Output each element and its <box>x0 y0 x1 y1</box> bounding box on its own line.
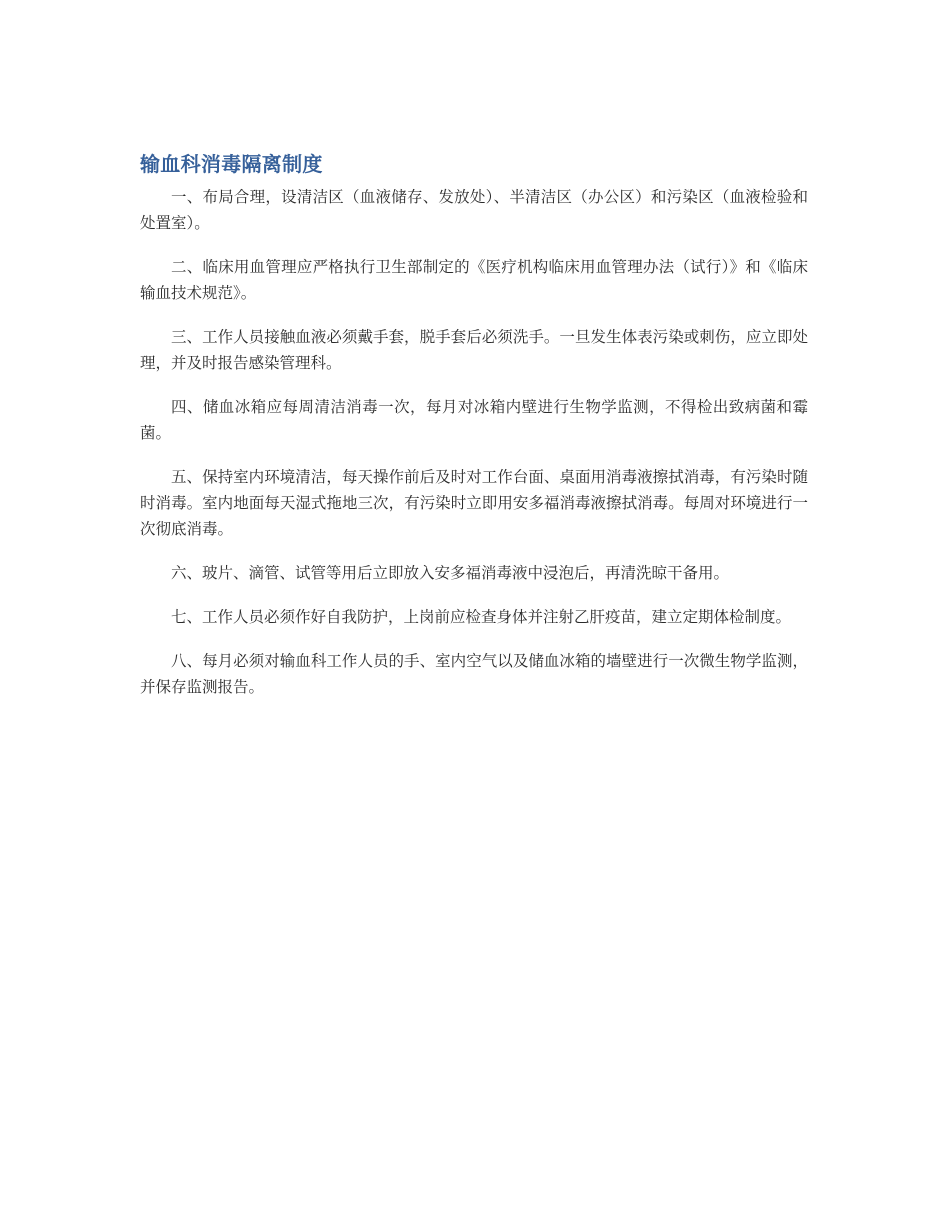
paragraph-3: 三、工作人员接触血液必须戴手套，脱手套后必须洗手。一旦发生体表污染或刺伤，应立即处理，并及时报告感染管理科。 <box>140 328 808 372</box>
paragraph-4: 四、储血冰箱应每周清洁消毒一次，每月对冰箱内壁进行生物学监测，不得检出致病菌和霉菌。 <box>140 398 808 442</box>
document-title: 输血科消毒隔离制度 <box>140 152 323 176</box>
paragraph-5: 五、保持室内环境清洁，每天操作前后及时对工作台面、桌面用消毒液擦拭消毒，有污染时随时消毒。室内地面每天湿式拖地三次，有污染时立即用安多福消毒液擦拭消毒。每周对环境进行一次彻底消毒。 <box>140 468 808 538</box>
paragraph-7: 七、工作人员必须作好自我防护，上岗前应检查身体并注射乙肝疫苗，建立定期体检制度。 <box>171 608 792 626</box>
document-body <box>140 184 808 700</box>
paragraph-1: 一、布局合理，设清洁区（血液储存、发放处）、半清洁区（办公区）和污染区（血液检验和处置室）。 <box>140 188 808 232</box>
document-content <box>140 150 808 718</box>
paragraph-8: 八、每月必须对输血科工作人员的手、室内空气以及储血冰箱的墙壁进行一次微生物学监测，并保存监测报告。 <box>140 652 808 696</box>
paragraph-6: 六、玻片、滴管、试管等用后立即放入安多福消毒液中浸泡后，再清洗晾干备用。 <box>171 564 730 582</box>
paragraph-2: 二、临床用血管理应严格执行卫生部制定的《医疗机构临床用血管理办法（试行）》和《临床输血技术规范》。 <box>140 258 808 302</box>
